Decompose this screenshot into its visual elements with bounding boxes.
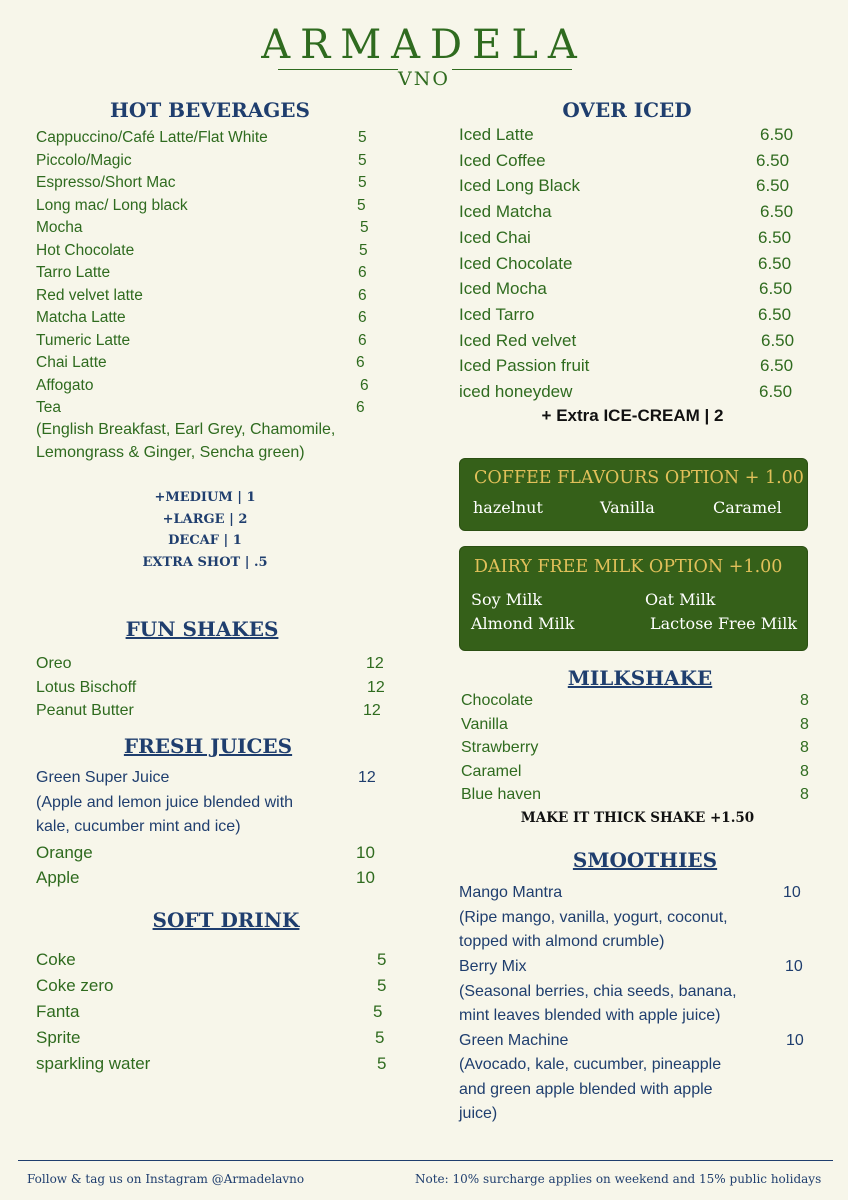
- item-name: Espresso/Short Mac: [36, 174, 176, 191]
- item-price: 6.50: [756, 150, 790, 170]
- smoothie-green: [459, 1032, 804, 1050]
- extra-large: +LARGE | 2: [162, 511, 248, 527]
- item-price: 12: [367, 678, 385, 696]
- item-price: 5: [373, 1002, 383, 1021]
- item-price: 5: [360, 219, 369, 236]
- item-name: Chai Latte: [36, 354, 107, 371]
- item-price: 6.50: [758, 253, 792, 273]
- milk-almond: Almond Milk: [471, 614, 575, 633]
- item-price: 6: [356, 354, 365, 371]
- hot-beverages-title: HOT BEVERAGES: [110, 98, 310, 122]
- smoothie-green-note-2: and green apple blended with apple: [459, 1081, 713, 1098]
- coffee-flavours-title: COFFEE FLAVOURS OPTION + 1.00: [474, 468, 804, 488]
- menu-item: [36, 1028, 385, 1048]
- item-name: Sprite: [36, 1028, 81, 1047]
- extra-decaf: DECAF | 1: [168, 533, 242, 548]
- menu-item: [459, 330, 795, 351]
- smoothie-berry-note-1: (Seasonal berries, chia seeds, banana,: [459, 983, 737, 1000]
- over-iced-title: OVER ICED: [562, 98, 692, 122]
- menu-item: [36, 309, 367, 327]
- item-price: 10: [356, 843, 375, 862]
- smoothie-mango-note-1: (Ripe mango, vanilla, yogurt, coconut,: [459, 909, 728, 926]
- item-price: 6.50: [758, 227, 792, 247]
- item-price: 10: [785, 958, 803, 975]
- item-name: Tumeric Latte: [36, 331, 131, 349]
- item-price: 8: [800, 762, 809, 780]
- flavour-vanilla: Vanilla: [600, 498, 655, 517]
- milk-soy: Soy Milk: [471, 590, 543, 609]
- item-name: Cappuccino/Café Latte/Flat White: [36, 129, 268, 146]
- menu-item: [36, 354, 365, 372]
- item-name: Iced Red velvet: [459, 330, 577, 350]
- fresh-juices-title: FRESH JUICES: [123, 734, 293, 758]
- item-name: Hot Chocolate: [36, 241, 135, 259]
- soft-drink-title: SOFT DRINK: [152, 908, 300, 932]
- item-name: Lotus Bischoff: [36, 678, 137, 696]
- item-price: 6.50: [760, 125, 794, 144]
- menu-item: [36, 264, 367, 282]
- item-price: 5: [377, 950, 387, 969]
- menu-item: [459, 227, 792, 248]
- juice-green-note-1: (Apple and lemon juice blended with: [36, 794, 294, 811]
- item-price: 8: [800, 715, 809, 733]
- milkshake-title: MILKSHAKE: [567, 666, 713, 690]
- item-price: 6.50: [758, 304, 792, 324]
- smoothie-green-note-1: (Avocado, kale, cucumber, pineapple: [459, 1056, 722, 1073]
- menu-item: [36, 655, 384, 673]
- item-price: 6: [358, 264, 367, 281]
- item-price: 12: [363, 702, 381, 719]
- menu-item: [36, 1002, 383, 1022]
- tea-note-line-1: (English Breakfast, Earl Grey, Chamomile,: [36, 421, 336, 438]
- menu-item: [461, 786, 809, 804]
- menu-item: [36, 976, 387, 996]
- menu-item: [36, 1054, 387, 1074]
- menu-item: [459, 253, 792, 274]
- item-price: 5: [358, 151, 367, 169]
- item-price: 5: [377, 976, 387, 995]
- smoothie-berry-note-2: mint leaves blended with apple juice): [459, 1007, 721, 1024]
- item-price: 8: [800, 692, 809, 709]
- item-name: Red velvet latte: [36, 286, 143, 304]
- item-price: 8: [800, 739, 809, 756]
- item-name: Berry Mix: [459, 958, 527, 975]
- item-price: 6.50: [760, 356, 794, 376]
- flavour-caramel: Caramel: [713, 498, 782, 517]
- item-name: Chocolate: [461, 692, 534, 709]
- menu-item: [36, 843, 375, 863]
- item-name: Affogato: [36, 376, 94, 394]
- coffee-flavours-box: [459, 458, 808, 531]
- item-price: 6: [360, 376, 369, 394]
- item-name: Iced Chocolate: [459, 253, 573, 273]
- item-name: Caramel: [461, 762, 522, 780]
- item-price: 6.50: [760, 202, 794, 222]
- smoothie-berry: [459, 958, 803, 976]
- menu-item: [36, 241, 368, 260]
- item-name: Iced Mocha: [459, 279, 547, 299]
- item-price: 5: [375, 1028, 385, 1047]
- item-price: 6.50: [756, 176, 790, 196]
- menu-item: [459, 202, 794, 222]
- item-name: Coke zero: [36, 976, 114, 995]
- item-price: 6.50: [759, 382, 793, 401]
- footer-divider: [18, 1160, 833, 1161]
- tea-note-line-2: Lemongrass & Ginger, Sencha green): [36, 444, 305, 461]
- item-price: 10: [786, 1032, 804, 1049]
- iced-extra: + Extra ICE-CREAM | 2: [541, 406, 724, 425]
- menu-item: [459, 304, 792, 325]
- item-name: Tea: [36, 399, 61, 416]
- brand-logo: ARMADELA: [261, 22, 587, 68]
- menu-item: [36, 129, 367, 147]
- menu-item: [36, 678, 385, 697]
- item-price: 8: [800, 786, 809, 803]
- item-name: Peanut Butter: [36, 702, 134, 719]
- smoothie-mango-note-2: topped with almond crumble): [459, 933, 665, 950]
- brand-sub: VNO: [398, 68, 450, 90]
- item-name: Apple: [36, 868, 80, 887]
- item-price: 5: [377, 1054, 387, 1073]
- footer-surcharge-note: Note: 10% surcharge applies on weekend and 15% public holidays: [415, 1172, 822, 1186]
- menu-item: [461, 715, 809, 734]
- item-price: 6: [358, 331, 367, 349]
- item-price: 6: [358, 309, 367, 326]
- menu-item: [459, 279, 793, 299]
- menu-item: [36, 219, 369, 237]
- item-price: 12: [358, 769, 376, 786]
- item-name: Iced Chai: [459, 227, 531, 247]
- milk-lactose-free: Lactose Free Milk: [650, 614, 798, 633]
- item-price: 6.50: [761, 330, 795, 350]
- item-name: Fanta: [36, 1002, 80, 1021]
- item-name: Piccolo/Magic: [36, 151, 132, 169]
- item-name: Mango Mantra: [459, 884, 563, 901]
- item-name: Tarro Latte: [36, 264, 111, 281]
- item-price: 6.50: [759, 279, 793, 299]
- item-name: Blue haven: [461, 786, 542, 803]
- menu-item: [36, 286, 367, 305]
- item-price: 12: [366, 655, 384, 672]
- juice-green-note-2: kale, cucumber mint and ice): [36, 818, 241, 835]
- menu-item: [459, 125, 794, 145]
- menu-item: [36, 331, 367, 350]
- menu-item: [36, 376, 369, 395]
- menu-item: [36, 151, 367, 170]
- item-price: 10: [356, 868, 375, 887]
- extra-medium: +MEDIUM | 1: [154, 490, 256, 505]
- item-name: Strawberry: [461, 739, 539, 756]
- flavour-hazelnut: hazelnut: [473, 498, 543, 517]
- item-name: iced honeydew: [459, 382, 573, 401]
- item-name: Iced Tarro: [459, 304, 535, 324]
- item-price: 5: [357, 196, 366, 214]
- item-price: 10: [783, 884, 801, 901]
- item-name: Mocha: [36, 219, 83, 236]
- fun-shakes-title: FUN SHAKES: [125, 617, 279, 641]
- item-name: Iced Long Black: [459, 176, 580, 196]
- juice-green-super: [36, 769, 376, 787]
- smoothie-mango: [459, 884, 801, 902]
- item-price: 6: [358, 286, 367, 304]
- item-name: Iced Matcha: [459, 202, 552, 222]
- item-name: Green Super Juice: [36, 769, 170, 786]
- item-name: Oreo: [36, 655, 72, 672]
- smoothies-title: SMOOTHIES: [572, 848, 718, 872]
- item-name: Iced Coffee: [459, 150, 546, 170]
- item-name: Green Machine: [459, 1032, 569, 1049]
- item-name: sparkling water: [36, 1054, 151, 1073]
- menu-item: [459, 356, 794, 376]
- extra-shot: EXTRA SHOT | .5: [142, 554, 268, 570]
- menu-item: [36, 399, 365, 417]
- item-name: Vanilla: [461, 715, 508, 733]
- item-name: Matcha Latte: [36, 309, 126, 326]
- menu-item: [36, 868, 375, 888]
- smoothie-green-note-3: juice): [459, 1105, 498, 1122]
- item-price: 5: [359, 241, 368, 259]
- dairy-free-title: DAIRY FREE MILK OPTION +1.00: [474, 557, 783, 577]
- dairy-free-box: [459, 546, 808, 651]
- menu-item: [461, 692, 809, 710]
- menu-item: [461, 762, 809, 781]
- item-name: Orange: [36, 843, 93, 862]
- thick-shake-extra: MAKE IT THICK SHAKE +1.50: [520, 810, 755, 826]
- milk-oat: Oat Milk: [645, 590, 716, 609]
- menu-item: [36, 950, 387, 970]
- hot-extras: [60, 487, 350, 573]
- item-price: 5: [358, 174, 367, 191]
- item-price: 5: [358, 129, 367, 146]
- menu-item: [461, 739, 809, 757]
- menu-item: [459, 150, 790, 171]
- menu-item: [36, 702, 381, 720]
- menu-item: [459, 382, 793, 402]
- item-name: Long mac/ Long black: [36, 196, 188, 214]
- item-name: Iced Passion fruit: [459, 356, 590, 376]
- menu-item: [459, 176, 790, 196]
- item-name: Coke: [36, 950, 76, 969]
- footer-instagram[interactable]: Follow & tag us on Instagram @Armadelavno: [27, 1172, 305, 1186]
- item-price: 6: [356, 399, 365, 416]
- menu-item: [36, 196, 366, 215]
- item-name: Iced Latte: [459, 125, 534, 144]
- menu-item: [36, 174, 367, 192]
